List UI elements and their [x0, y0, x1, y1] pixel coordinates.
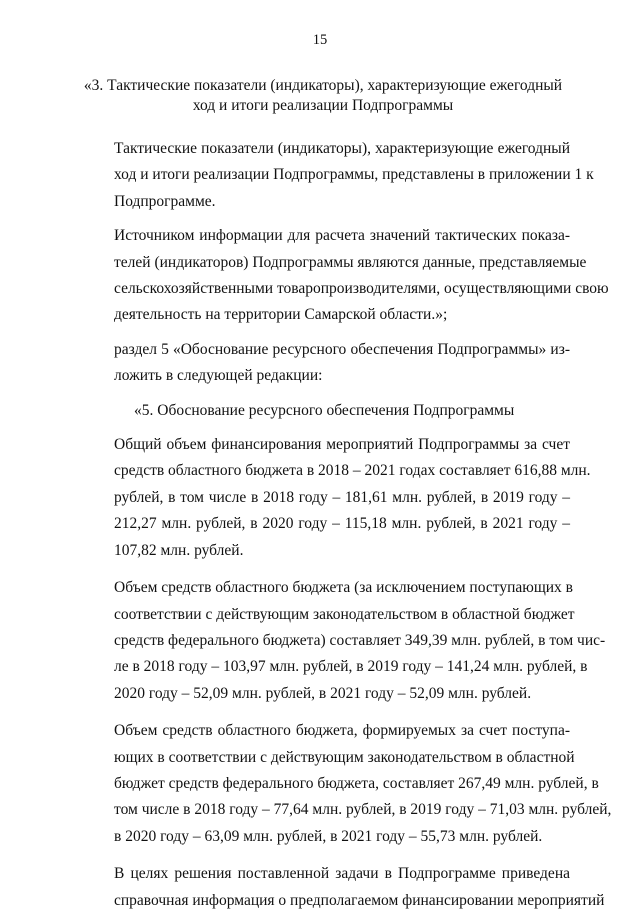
text-line: ле в 2018 году – 103,97 млн. рублей, в 2019 году – 141,24 млн. рублей, в — [114, 658, 588, 676]
text-line: 212,27 млн. рублей, в 2020 году – 115,18 млн. рублей, в 2021 году – — [114, 515, 570, 533]
text-line: рублей, в том числе в 2018 году – 181,61 млн. рублей, в 2019 году – — [114, 488, 570, 506]
text-line: соответствии с действующим законодательством в областной бюджет — [114, 605, 575, 623]
section-heading — [68, 76, 578, 116]
paragraph — [76, 861, 605, 914]
text-line: В целях решения поставленной задачи в Подпрограмме приведена — [114, 865, 570, 883]
text-line: 2020 году – 52,09 млн. рублей, в 2021 году – 52,09 млн. рублей. — [114, 684, 532, 702]
text-line: Тактические показатели (индикаторы), характеризующие ежегодный — [114, 140, 570, 157]
text-line: ложить в следующей редакции: — [114, 367, 323, 385]
text-line: средств федерального бюджета) составляет 349,39 млн. рублей, в том чис- — [114, 631, 606, 649]
text-line: телей (индикаторов) Подпрограммы являются данные, представляемые — [114, 253, 587, 271]
text-line: сельскохозяйственными товаропроизводителями, осуществляющими свою — [114, 280, 609, 298]
paragraph — [76, 432, 591, 564]
section-title — [76, 398, 570, 424]
paragraph — [76, 575, 606, 707]
text-line: Объем средств областного бюджета (за исключением поступающих в — [114, 579, 573, 597]
text-line: «5. Обоснование ресурсного обеспечения Подпрограммы — [134, 401, 515, 419]
text-line: Подпрограмме. — [114, 192, 216, 210]
text-line: раздел 5 «Обоснование ресурсного обеспечения Подпрограммы» из- — [114, 340, 570, 358]
paragraph — [76, 337, 570, 390]
text-line: в 2020 году – 63,09 млн. рублей, в 2021 году – 55,73 млн. рублей. — [114, 827, 543, 845]
text-line: ющих в соответствии с действующим законодательством в областной — [114, 748, 575, 766]
paragraph — [76, 718, 612, 850]
text-line: ход и итоги реализации Подпрограммы, представлены в приложении 1 к — [114, 166, 594, 184]
text-line: деятельность на территории Самарской области.»; — [114, 306, 448, 324]
section-heading-line: «3. Тактические показатели (индикаторы), характеризующие ежегодный — [83, 77, 563, 94]
text-line: средств областного бюджета в 2018 – 2021 годах составляет 616,88 млн. — [114, 462, 591, 480]
paragraph — [76, 136, 594, 215]
text-line: Общий объем финансирования мероприятий Подпрограммы за счет — [114, 436, 570, 454]
body-text — [76, 136, 612, 914]
text-line: Источником информации для расчета значений тактических показа- — [114, 227, 570, 245]
text-line: Объем средств областного бюджета, формируемых за счет поступа- — [114, 722, 570, 740]
text-line: 107,82 млн. рублей. — [114, 541, 244, 559]
text-line: том числе в 2018 году – 77,64 млн. рублей, в 2019 году – 71,03 млн. рублей, — [114, 801, 612, 819]
text-line: справочная информация о предполагаемом финансировании мероприятий — [114, 891, 605, 909]
text-line: бюджет средств федерального бюджета, составляет 267,49 млн. рублей, в — [114, 774, 599, 792]
section-heading-line: ход и итоги реализации Подпрограммы — [192, 97, 454, 114]
page-number: 15 — [312, 32, 328, 48]
paragraph — [76, 223, 609, 329]
